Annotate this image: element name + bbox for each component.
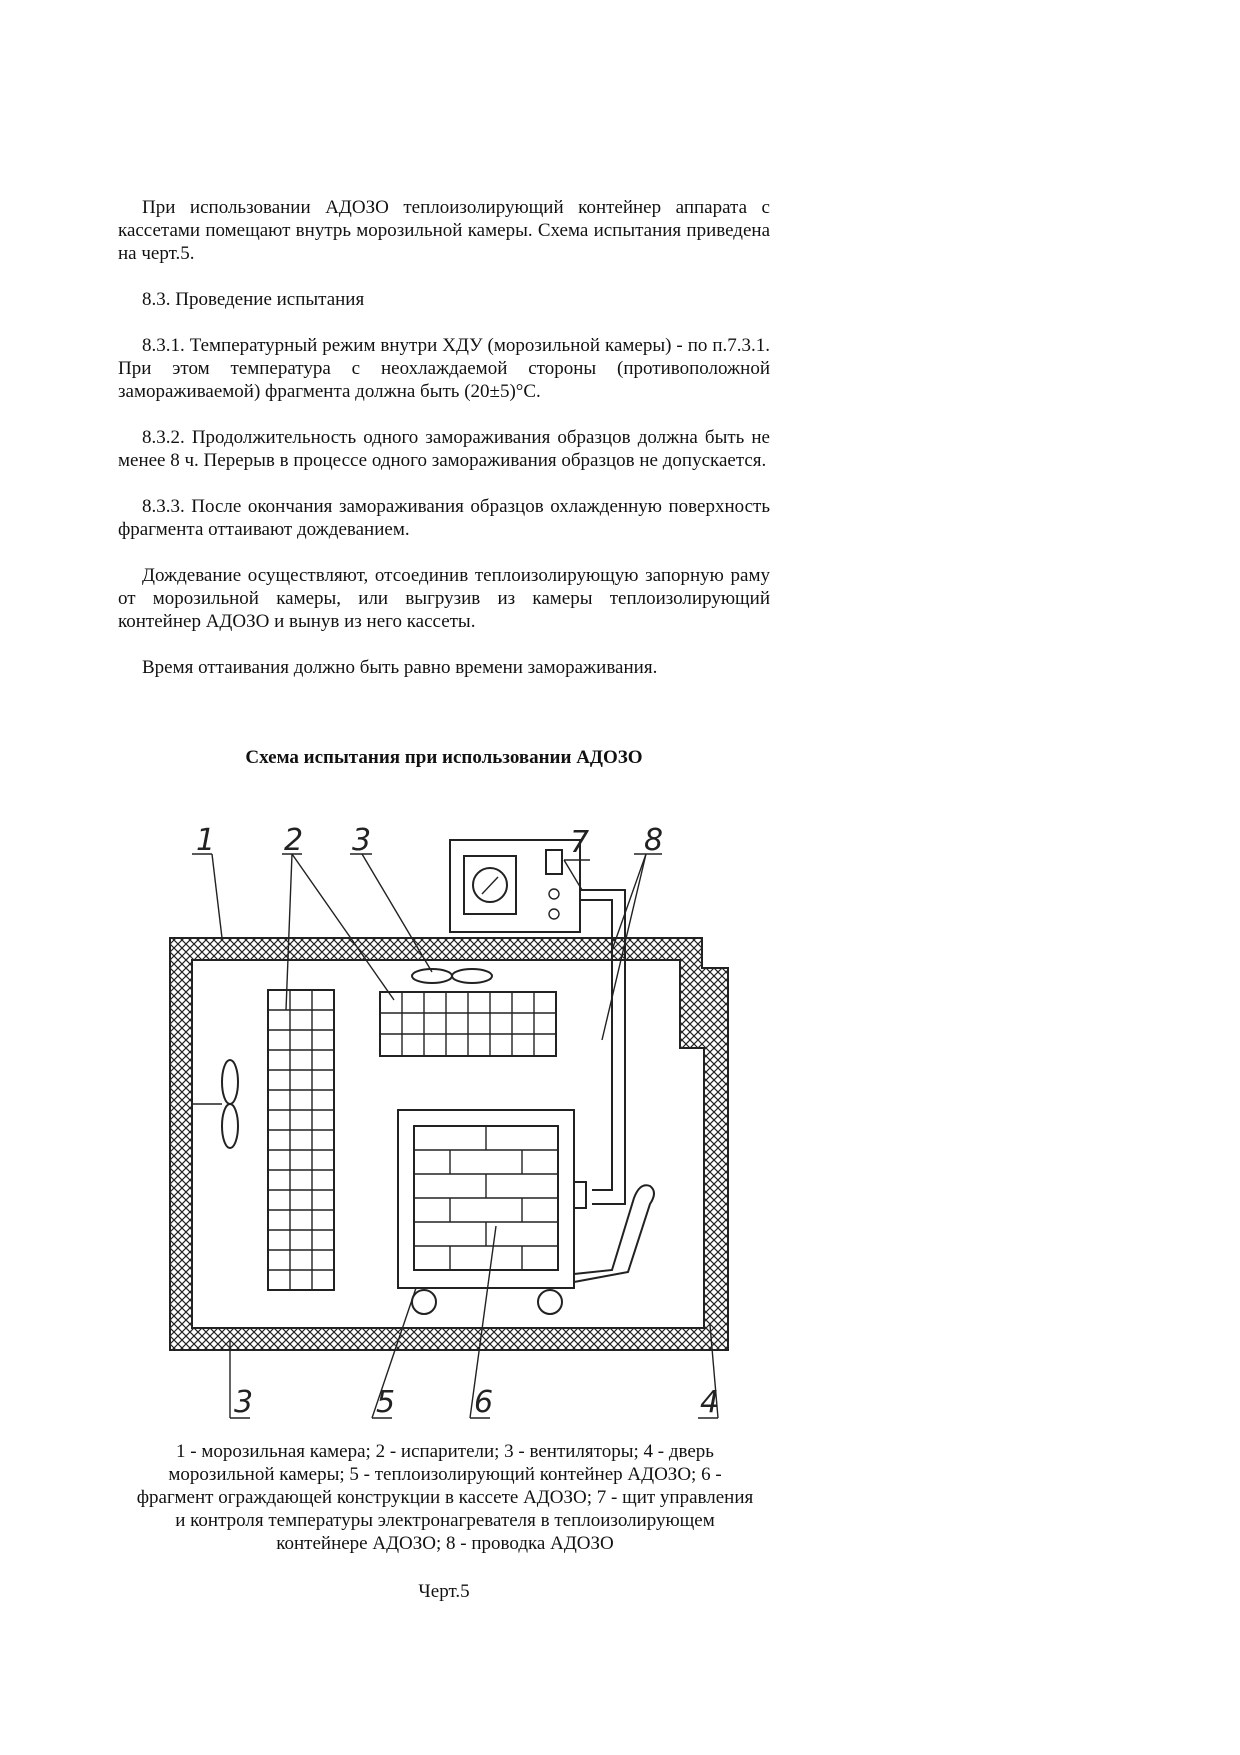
indicator-lamp — [546, 850, 562, 874]
label-6: 6 — [474, 1385, 494, 1420]
wheel-icon — [412, 1290, 436, 1314]
paragraph-sprinkling: Дождевание осуществляют, отсоединив теплоизолирующую запорную раму от морозильной камеры, или выгрузив из камеры теплоизолирующий контейнер АДОЗО и вынув из него кассеты. — [118, 565, 770, 632]
label-3-top: 3 — [352, 823, 372, 858]
label-1: 1 — [196, 823, 216, 858]
text-body — [118, 196, 770, 702]
control-panel — [450, 840, 580, 932]
test-scheme-diagram — [150, 820, 740, 1420]
figure-title: Схема испытания при использовании АДОЗО — [245, 747, 643, 768]
paragraph-intro: При использовании АДОЗО теплоизолирующий контейнер аппарата с кассетами помещают внутрь морозильной камеры. Схема испытания приведена на черт.5. — [118, 197, 770, 264]
container-connector — [574, 1182, 586, 1208]
fan-left-icon — [192, 1060, 238, 1148]
label-3-bottom: 3 — [234, 1385, 254, 1420]
label-2: 2 — [284, 823, 304, 858]
adozo-container — [398, 1110, 654, 1314]
fan-top-icon — [412, 969, 492, 983]
label-7: 7 — [570, 825, 590, 860]
paragraph-8-3-3: 8.3.3. После окончания замораживания образцов охлажденную поверхность фрагмента оттаивают дождеванием. — [118, 496, 770, 540]
evaporator-vertical — [268, 990, 334, 1290]
section-heading-8-3: 8.3. Проведение испытания — [142, 289, 365, 310]
knob-icon — [549, 889, 559, 899]
figure-caption: 1 - морозильная камера; 2 - испарители; 3 - вентиляторы; 4 - дверь морозильной камеры; 5 - теплоизолирующий контейнер АДОЗО; 6 - фрагмент ограждающей конструкции в кассете АДОЗО; 7 - щит управления и контроля температуры электронагревателя в теплоизолирующем контейнере АДОЗО; 8 - проводка АДОЗО — [136, 1441, 754, 1554]
knob-icon — [549, 909, 559, 919]
wheel-icon — [538, 1290, 562, 1314]
evaporator-horizontal — [380, 992, 556, 1056]
figure-reference: Черт.5 — [418, 1581, 470, 1602]
paragraph-8-3-1: 8.3.1. Температурный режим внутри ХДУ (морозильной камеры) - по п.7.3.1. При этом температура с неохлаждаемой стороны (противоположной замораживаемой) фрагмента должна быть (20±5)°С. — [118, 335, 770, 402]
label-8: 8 — [644, 823, 664, 858]
paragraph-8-3-2: 8.3.2. Продолжительность одного замораживания образцов должна быть не менее 8 ч. Перерыв в процессе одного замораживания образцов не допускается. — [118, 427, 770, 471]
label-5: 5 — [376, 1385, 396, 1420]
label-4: 4 — [700, 1385, 720, 1420]
paragraph-thaw-time: Время оттаивания должно быть равно времени замораживания. — [142, 657, 658, 678]
